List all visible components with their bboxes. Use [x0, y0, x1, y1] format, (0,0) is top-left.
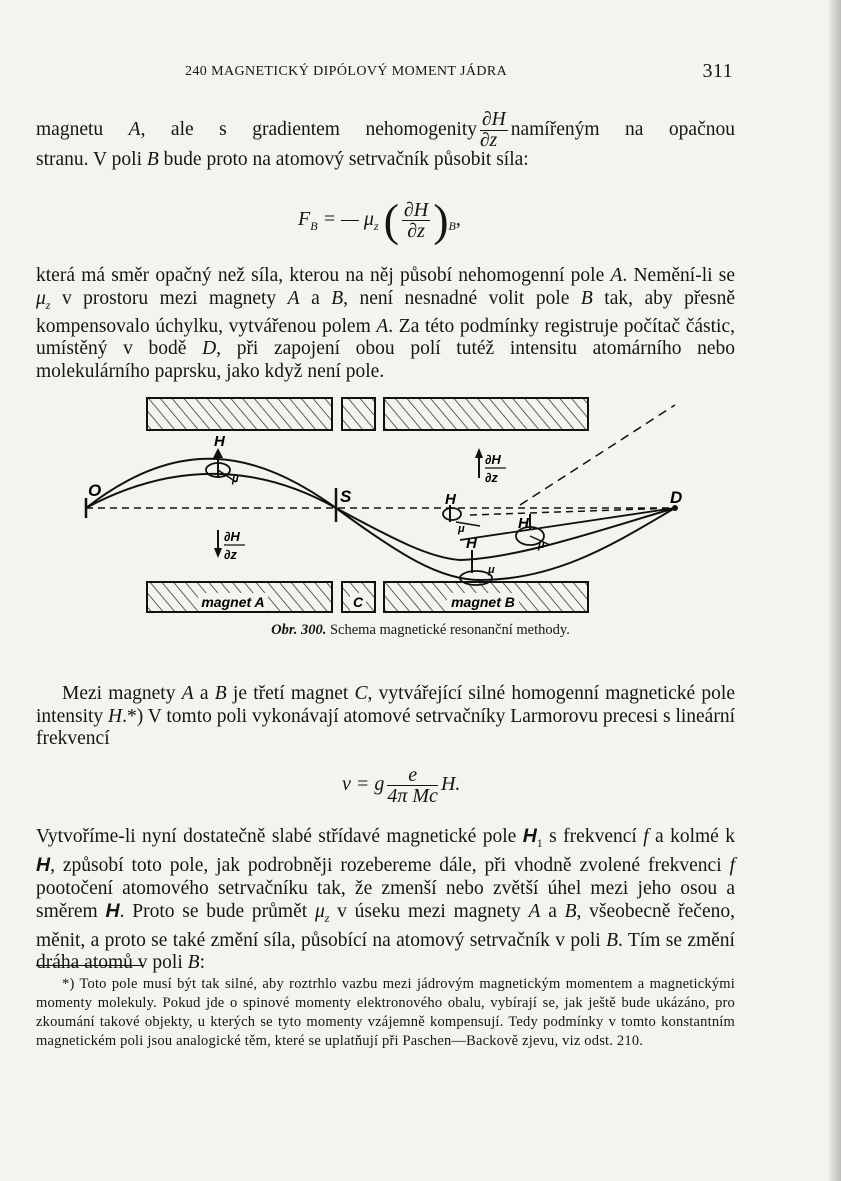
p1-var-b: B: [146, 149, 159, 170]
trajectory-3: [460, 508, 675, 540]
p2-text: tak, aby přesně kompensovalo úchylku, vytvářenou polem: [36, 287, 736, 337]
label-o: O: [88, 481, 102, 500]
p4-var: B: [606, 929, 618, 951]
p4-mu-sub: z: [324, 911, 330, 926]
p4-h1-sub: 1: [536, 835, 543, 850]
running-header: [185, 60, 733, 82]
label-h-right: H: [518, 515, 529, 532]
label-h-left: H: [214, 433, 225, 450]
p2-var: B: [331, 287, 344, 309]
p1-text: magnetu: [36, 118, 129, 140]
p4-vector-h: H: [36, 854, 51, 877]
p4-var: A: [528, 901, 541, 923]
paragraph-2: [36, 265, 735, 383]
equation-force: [298, 194, 461, 246]
p4-text: a: [540, 901, 565, 923]
grad-bottom-den: ∂z: [224, 547, 237, 562]
magnet-b-label: magnet B: [451, 594, 515, 610]
p4-text: . Tím se změní dráha atomů v poli: [36, 929, 735, 974]
magnet-c-label: C: [352, 594, 364, 610]
magnet-c-top: [342, 398, 375, 430]
p4-text: , všeobecně řečeno, měnit, a proto se také změní síla, působící na atomový setrvačník v poli: [36, 901, 735, 951]
p2-mu-sub: z: [45, 297, 51, 312]
p4-var: f: [643, 826, 649, 847]
p4-var: f: [729, 855, 735, 877]
magnet-a-label: magnet A: [201, 594, 265, 610]
p2-text: , není nesnadné volit pole: [343, 287, 581, 309]
eq-lhs: F: [298, 208, 311, 231]
p2-text: . Za této podmínky registruje počítač částic, umístěný v bodě: [36, 315, 735, 360]
footnote: [36, 975, 735, 1051]
label-mu-left: μ: [232, 473, 239, 485]
label-mu-mid: μ: [458, 523, 465, 535]
fraction-numerator: ∂H: [482, 109, 506, 130]
equation-larmor: [342, 765, 460, 806]
arrowhead-up-icon: [475, 448, 483, 458]
p3-text: a: [193, 683, 215, 704]
p4-text: pootočení atomového setrvačníku tak, že zmenší nebo zvětší úhel mezi jeho osou a směrem: [36, 877, 735, 923]
eq-fraction-numerator: ∂H: [403, 199, 429, 221]
p3-text: Mezi magnety: [62, 683, 182, 704]
eq2-lhs: ν = g: [342, 773, 385, 796]
p3-var: A: [181, 683, 194, 704]
p4-text: . Proto se bude průmět: [119, 901, 315, 923]
eq2-fraction: [387, 765, 438, 806]
label-mu-right: μ: [538, 539, 545, 551]
figure-caption: [0, 622, 841, 639]
open-paren: (: [383, 194, 399, 246]
page-number: 311: [702, 60, 733, 82]
eq-fraction-denominator: ∂z: [407, 220, 425, 242]
grad-top-den: ∂z: [485, 470, 498, 485]
trajectory-2: [86, 474, 675, 560]
eq-fraction: [402, 200, 430, 241]
p3-text: , vytvářející silné homogenní magnetické pole intensity: [36, 683, 735, 727]
p4-var: B: [187, 952, 200, 974]
p3-var: H: [108, 705, 123, 727]
grad-top-num: ∂H: [485, 452, 501, 467]
p2-var: B: [580, 287, 593, 309]
label-h-low: H: [466, 535, 477, 552]
p4-text: , způsobí toto pole, jak podrobněji rozebereme dále, při vhodně zvolené frekvenci: [50, 855, 730, 877]
close-paren: ): [433, 194, 449, 246]
p4-mu: μ: [314, 901, 325, 923]
p2-var: A: [287, 287, 300, 309]
p2-text: . Nemění-li se: [622, 265, 735, 286]
eq2-tail: H.: [440, 773, 461, 796]
p4-text: :: [199, 952, 205, 974]
p3-var: C: [354, 683, 368, 704]
caption-text: Schema magnetické resonanční methody.: [326, 622, 570, 638]
p4-vector-h: H: [105, 900, 120, 923]
label-d: D: [670, 488, 683, 507]
p2-mu: μ: [36, 287, 46, 309]
p2-text: a: [299, 287, 332, 309]
p4-text: v úseku mezi magnety: [329, 901, 529, 923]
p2-text: která má směr opačný než síla, kterou na něj působí nehomogenní pole: [36, 265, 611, 286]
p4-text: Vytvoříme-li nyní dostatečně slabé střídavé magnetické pole: [36, 826, 523, 847]
label-h-mid: H: [445, 491, 456, 508]
p1-text: namířeným na opačnou: [510, 118, 735, 140]
magnet-b-top: [384, 398, 588, 430]
p1-text: stranu. V poli: [36, 149, 147, 170]
eq2-fraction-denominator: 4π Mc: [387, 785, 438, 807]
p3-text: je třetí magnet: [226, 683, 355, 704]
paragraph-4: [36, 825, 735, 975]
p2-var: A: [610, 265, 623, 286]
p4-text: s frekvencí: [542, 826, 644, 847]
p1-var-a: A: [128, 118, 141, 140]
p2-var: D: [202, 338, 217, 360]
eq-rhs: = — μ: [322, 208, 374, 231]
trajectory-4: [470, 508, 675, 515]
eq-lhs-sub: B: [310, 219, 318, 234]
label-mu-low: μ: [488, 564, 495, 576]
resonance-figure: [0, 390, 841, 622]
label-s: S: [340, 487, 352, 506]
p2-text: v prostoru mezi magnety: [50, 287, 288, 309]
eq-tail: ,: [455, 208, 461, 231]
caption-label: Obr. 300.: [271, 622, 327, 638]
eq2-fraction-numerator: e: [387, 765, 438, 786]
p3-var: B: [214, 683, 227, 704]
p4-vector-h1: H: [522, 825, 537, 847]
paragraph-3: [36, 683, 735, 751]
p4-var: B: [564, 901, 577, 923]
eq-rhs-sub: z: [373, 219, 379, 234]
footnote-text: *) Toto pole musí být tak silné, aby roztrhlo vazbu mezi jádrovým magnetickým momentem a magnetickými momenty molekuly. Pokud jde o spinové momenty elektronového obalu, vybírají se, jak ještě bude ukázáno, pro zkoumání takové objekty, u kterých se tyto momenty vzájemně kompensují. Tedy podmínky v tomto konstantním magnetickém poli jsou analogické těm, které se uplatňují při Paschen—Backově zjevu, viz odst. 210.: [36, 976, 735, 1049]
grad-bottom-num: ∂H: [224, 529, 240, 544]
p1-text: bude proto na atomový setrvačník působit síla:: [158, 149, 529, 170]
paragraph-1: [36, 110, 735, 172]
arrowhead-down-icon: [214, 548, 222, 558]
atom-ellipse-mid: [443, 508, 461, 520]
p4-text: a kolmé k: [648, 826, 735, 847]
gradient-fraction: [480, 110, 508, 151]
p2-var: A: [376, 315, 389, 337]
fraction-denominator: ∂z: [480, 130, 498, 151]
eq-post-sub: B: [448, 219, 456, 234]
p3-text: .*) V tomto poli vykonávají atomové setrvačníky Larmorovu precesi s lineární frekvencí: [36, 705, 735, 749]
magnet-a-top: [147, 398, 332, 430]
p2-text: , při zapojení obou polí tutéž intensitu atomárního nebo molekulárního paprsku, jako když není pole.: [36, 338, 735, 382]
footnote-rule: [36, 965, 144, 966]
header-title: 240 MAGNETICKÝ DIPÓLOVÝ MOMENT JÁDRA: [185, 64, 508, 79]
p1-text: , ale s gradientem nehomogenity: [140, 118, 478, 140]
